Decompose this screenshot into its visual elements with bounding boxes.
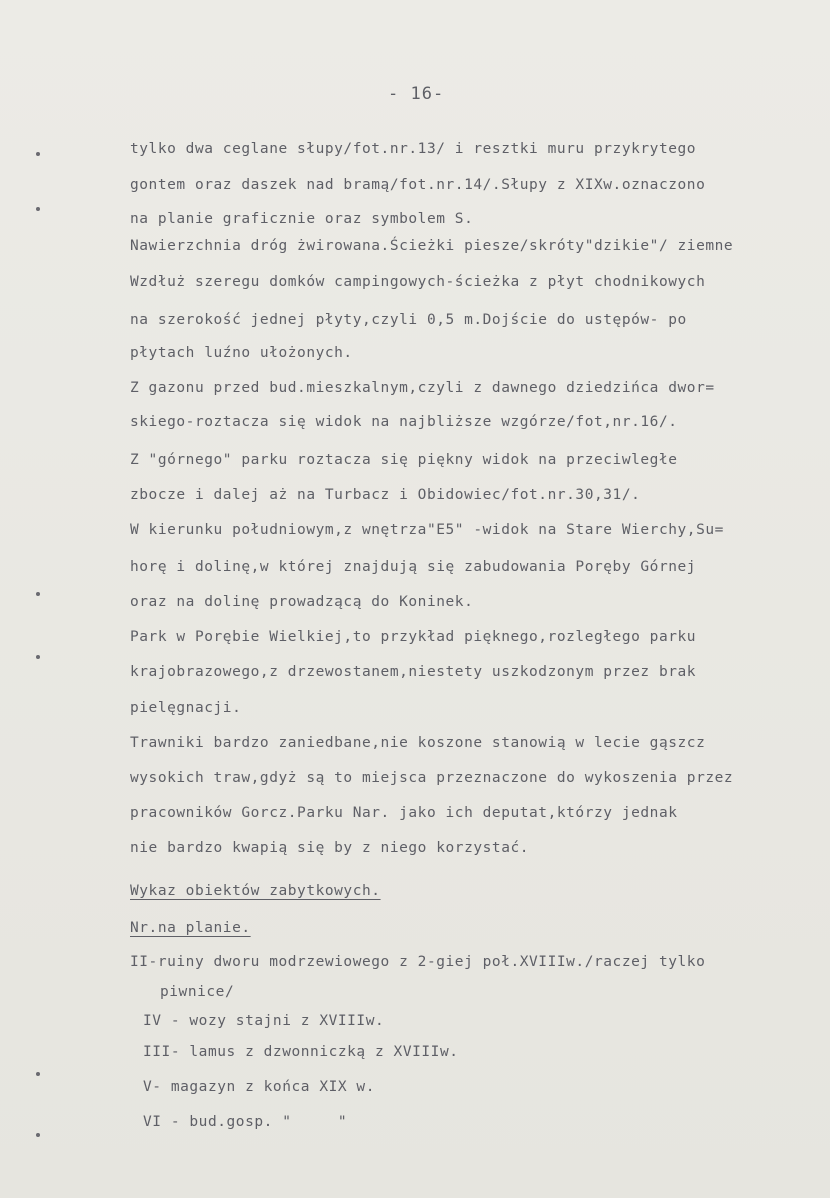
list-item: II-ruiny dworu modrzewiowego z 2-giej poł.XVIIIw./raczej tylko (130, 954, 706, 970)
punch-hole (36, 1072, 40, 1076)
text-line: krajobrazowego,z drzewostanem,niestety uszkodzonym przez brak (130, 664, 697, 680)
text-line: oraz na dolinę prowadzącą do Koninek. (130, 594, 474, 610)
text-line: na planie graficznie oraz symbolem S. (130, 211, 474, 227)
list-item: piwnice/ (160, 984, 235, 1000)
text-line: tylko dwa ceglane słupy/fot.nr.13/ i resztki muru przykrytego (130, 141, 697, 157)
text-line: wysokich traw,gdyż są to miejsca przeznaczone do wykoszenia przez (130, 770, 734, 786)
text-line: W kierunku południowym,z wnętrza"E5" -widok na Stare Wierchy,Su= (130, 522, 724, 538)
text-line: nie bardzo kwapią się by z niego korzystać. (130, 840, 530, 856)
text-line: Z "górnego" parku roztacza się piękny widok na przeciwległe (130, 452, 678, 468)
punch-hole (36, 1133, 40, 1137)
text-line: Nawierzchnia dróg żwirowana.Ścieżki piesze/skróty"dzikie"/ ziemne (130, 238, 734, 254)
text-line: na szerokość jednej płyty,czyli 0,5 m.Dojście do ustępów- po (130, 312, 687, 328)
text-line: gontem oraz daszek nad bramą/fot.nr.14/.Słupy z XIXw.oznaczono (130, 177, 706, 193)
text-line: zbocze i dalej aż na Turbacz i Obidowiec/fot.nr.30,31/. (130, 487, 641, 503)
text-line: Park w Porębie Wielkiej,to przykład pięknego,rozległego parku (130, 629, 697, 645)
punch-hole (36, 655, 40, 659)
section-heading: Wykaz obiektów zabytkowych. (130, 883, 381, 899)
list-item: IV - wozy stajni z XVIIIw. (143, 1013, 385, 1029)
text-line: Z gazonu przed bud.mieszkalnym,czyli z dawnego dziedzińca dwor= (130, 380, 715, 396)
text-line: pielęgnacji. (130, 700, 242, 716)
list-item: V- magazyn z końca XIX w. (143, 1079, 375, 1095)
text-line: skiego-roztacza się widok na najbliższe wzgórze/fot,nr.16/. (130, 414, 678, 430)
punch-hole (36, 592, 40, 596)
text-line: pracowników Gorcz.Parku Nar. jako ich deputat,którzy jednak (130, 805, 678, 821)
list-item: VI - bud.gosp. " " (143, 1114, 348, 1130)
text-line: Trawniki bardzo zaniedbane,nie koszone stanowią w lecie gąszcz (130, 735, 706, 751)
punch-hole (36, 152, 40, 156)
punch-hole (36, 207, 40, 211)
text-line: płytach luźno ułożonych. (130, 345, 353, 361)
text-line: Wzdłuż szeregu domków campingowych-ścieżka z płyt chodnikowych (130, 274, 706, 290)
text-line: horę i dolinę,w której znajdują się zabudowania Poręby Górnej (130, 559, 697, 575)
section-subheading: Nr.na planie. (130, 920, 251, 936)
list-item: III- lamus z dzwonniczką z XVIIIw. (143, 1044, 459, 1060)
page-number: - 16- (388, 84, 445, 104)
